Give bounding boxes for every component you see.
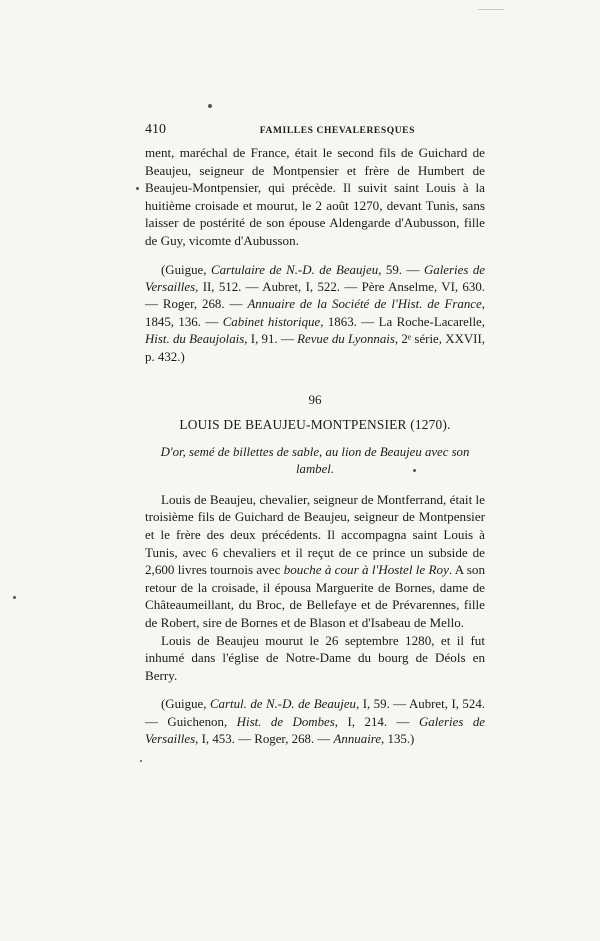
paragraph-biography: Louis de Beaujeu, chevalier, seigneur de Montferrand, était le troisième fils de Guichard de Beaujeu, seigneur de Montpensier et le frère des deux précédents. Il accompagna saint Louis à Tunis, avec 6 chevaliers et il reçut de ce prince un subside de 2,600 livres tournois avec bouche à cour à l'Hostel le Roy. A son retour de la croisade, il épousa Marguerite de Bornes, dame de Châteaumeillant, du Broc, de Bellefaye et de Prévarennes, fille de Robert, sire de Bornes et de Blason et d'Isabeau de Mello.: [145, 491, 485, 630]
paragraph-death: Louis de Beaujeu mourut le 26 septembre 1280, et il fut inhumé dans l'église de Notre-Dame du bourg de Déols en Berry.: [145, 632, 485, 683]
references-block-1: (Guigue, Cartulaire de N.-D. de Beaujeu, 59. — Galeries de Versailles, II, 512. — Aubret, I, 522. — Père Anselme, VI, 630. — Roger, 268. — Annuaire de la Société de l'Hist. de France, 1845, 136. — Cabinet historique, 1863. — La Roche-Lacarelle, Hist. du Beaujolais, I, 91. — Revue du Lyonnais, 2ᵉ série, XXVII, p. 432.): [145, 262, 486, 364]
paragraph-continued: ment, maréchal de France, était le second fils de Guichard de Beaujeu, seigneur de Montpensier et frère de Humbert de Beaujeu-Montpensier, qui précède. Il suivit saint Louis à la huitième croisade et mourut, le 2 août 1270, devant Tunis, sans laisser de postérité de son épouse Aldengarde d'Aubusson, fille de Guy, vicomte d'Aubusson.: [145, 145, 485, 248]
page-content: [145, 122, 485, 749]
scan-edge-line: [478, 9, 504, 10]
scan-speck: [13, 596, 16, 599]
running-header: [145, 122, 485, 138]
references-block-2: (Guigue, Cartul. de N.-D. de Beaujeu, I, 59. — Aubret, I, 524. — Guichenon, Hist. de Dombes, I, 214. — Galeries de Versailles, I, 453. — Roger, 268. — Annuaire, 135.): [145, 697, 485, 747]
scan-speck: [136, 187, 139, 190]
blazon: D'or, semé de billettes de sable, au lion de Beaujeu avec son lambel.: [160, 445, 470, 477]
section-title: LOUIS DE BEAUJEU-MONTPENSIER (1270).: [179, 417, 451, 432]
scan-speck: [208, 104, 212, 108]
scan-speck: [140, 760, 142, 762]
running-title: FAMILLES CHEVALERESQUES: [259, 126, 415, 136]
section-number: 96: [308, 392, 322, 407]
page-number: 410: [145, 122, 166, 137]
